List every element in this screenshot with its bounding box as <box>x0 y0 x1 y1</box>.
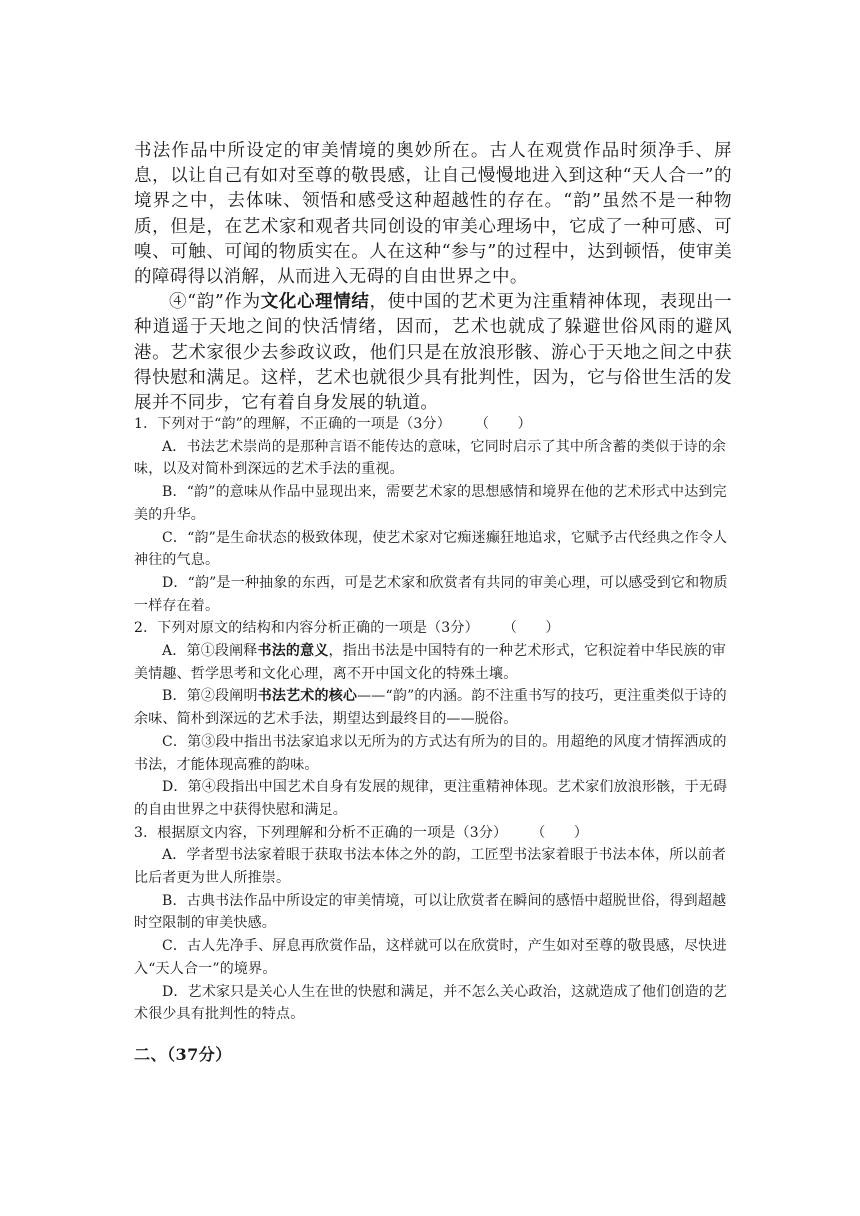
question-2-option-d: D．第④段指出中国艺术自身有发展的规律，更注重精神体现。艺术家们放浪形骸，于无碍的自由世界之中获得快慰和满足。 <box>134 779 728 818</box>
paragraph-4 <box>134 290 732 416</box>
option-b-pre: B．第②段阐明 <box>162 688 258 705</box>
answer-bracket: （ ） <box>502 620 560 637</box>
question-3-text: 3．根据原文内容，下列理解和分析不正确的一项是（3分） <box>134 824 508 841</box>
paragraph-4-bold: 文化心理情结 <box>260 292 370 313</box>
option-a-pre: A．第①段阐释 <box>162 643 258 660</box>
question-list <box>134 413 732 1026</box>
question-2-stem <box>134 617 732 640</box>
option-a-bold: 书法的意义 <box>257 643 329 660</box>
answer-bracket: （ ） <box>531 824 589 841</box>
answer-bracket: （ ） <box>474 416 532 432</box>
paragraph-4-lead: ④“韵”作为 <box>169 292 261 313</box>
question-2-option-a <box>134 640 732 685</box>
question-1-stem <box>134 413 732 436</box>
paragraph-3-tail: 书法作品中所设定的审美情境的奥妙所在。古人在观赏作品时须净手、屏息，以让自己有如对至尊的敬畏感，让自己慢慢地进入到这种“天人合一”的境界之中，去体味、领悟和感受这种超越性的存在。“韵”虽然不是一种物质，但是，在艺术家和观者共同创设的审美心理场中，它成了一种可感、可嗅、可触、可闻的物质实在。人在这种“参与”的过程中，达到顿悟，使审美的障碍得以消解，从而进入无碍的自由世界之中。 <box>134 141 732 288</box>
question-2-option-b <box>134 685 732 730</box>
question-1-option-d: D．“韵”是一种抽象的东西，可是艺术家和欣赏者有共同的审美心理，可以感受到它和物质一样存在着。 <box>134 574 728 614</box>
paragraph-4-body: ，使中国的艺术更为注重精神体现，表现出一种逍遥于天地之间的快活情绪，因而，艺术也就成了躲避世俗风雨的避风港。艺术家很少去参政议政，他们只是在放浪形骸、游心于天地之间之中获得快慰和满足。这样，艺术也就很少具有批判性，因为，它与俗世生活的发展并不同步，它有着自身发展的轨道。 <box>134 292 733 414</box>
reading-passage <box>134 139 732 416</box>
option-b-post: ——“韵”的内涵。韵不注重书写的技巧，更注重类似于诗的余味、简朴到深远的艺术手法，期望达到最终目的——脱俗。 <box>134 688 727 728</box>
question-3-option-a: A．学者型书法家着眼于获取书法本体之外的韵，工匠型书法家着眼于书法本体，所以前者比后者更为世人所推崇。 <box>134 847 727 887</box>
question-2-option-c: C．第③段中指出书法家追求以无所为的方式达有所为的目的。用超绝的风度才情挥洒成的书法，才能体现高雅的韵味。 <box>134 733 727 773</box>
section-heading: 二、（37分） <box>134 1045 232 1064</box>
question-1-option-b: B．“韵”的意味从作品中显现出来，需要艺术家的思想感情和境界在他的艺术形式中达到完美的升华。 <box>134 484 727 523</box>
question-3-stem <box>134 822 732 845</box>
option-a-post: ，指出书法是中国特有的一种艺术形式，它积淀着中华民族的审美情趣、哲学思考和文化心理，离不开中国文化的特殊土壤。 <box>134 643 727 682</box>
question-1-option-c: C．“韵”是生命状态的极致体现，使艺术家对它痴迷癫狂地追求，它赋予古代经典之作令人神往的气息。 <box>134 529 728 569</box>
question-3-option-d: D．艺术家只是关心人生在世的快慰和满足，并不怎么关心政治，这就造成了他们创造的艺术很少具有批判性的特点。 <box>134 983 728 1023</box>
question-2-text: 2．下列对原文的结构和内容分析正确的一项是（3分） <box>134 620 479 637</box>
question-1-option-a: A．书法艺术崇尚的是那种言语不能传达的意味，它同时启示了其中所含蓄的类似于诗的余味，以及对简朴到深远的艺术手法的重视。 <box>134 438 727 478</box>
question-3-option-c: C．古人先净手、屏息再欣赏作品，这样就可以在欣赏时，产生如对至尊的敬畏感，尽快进入“天人合一”的境界。 <box>134 938 727 977</box>
option-b-bold: 书法艺术的核心 <box>257 688 358 705</box>
question-1-text: 1．下列对于“韵”的理解，不正确的一项是（3分） <box>134 416 451 432</box>
question-3-option-b: B．古典书法作品中所设定的审美情境，可以让欣赏者在瞬间的感悟中超脱世俗，得到超越时空限制的审美快感。 <box>134 892 727 932</box>
